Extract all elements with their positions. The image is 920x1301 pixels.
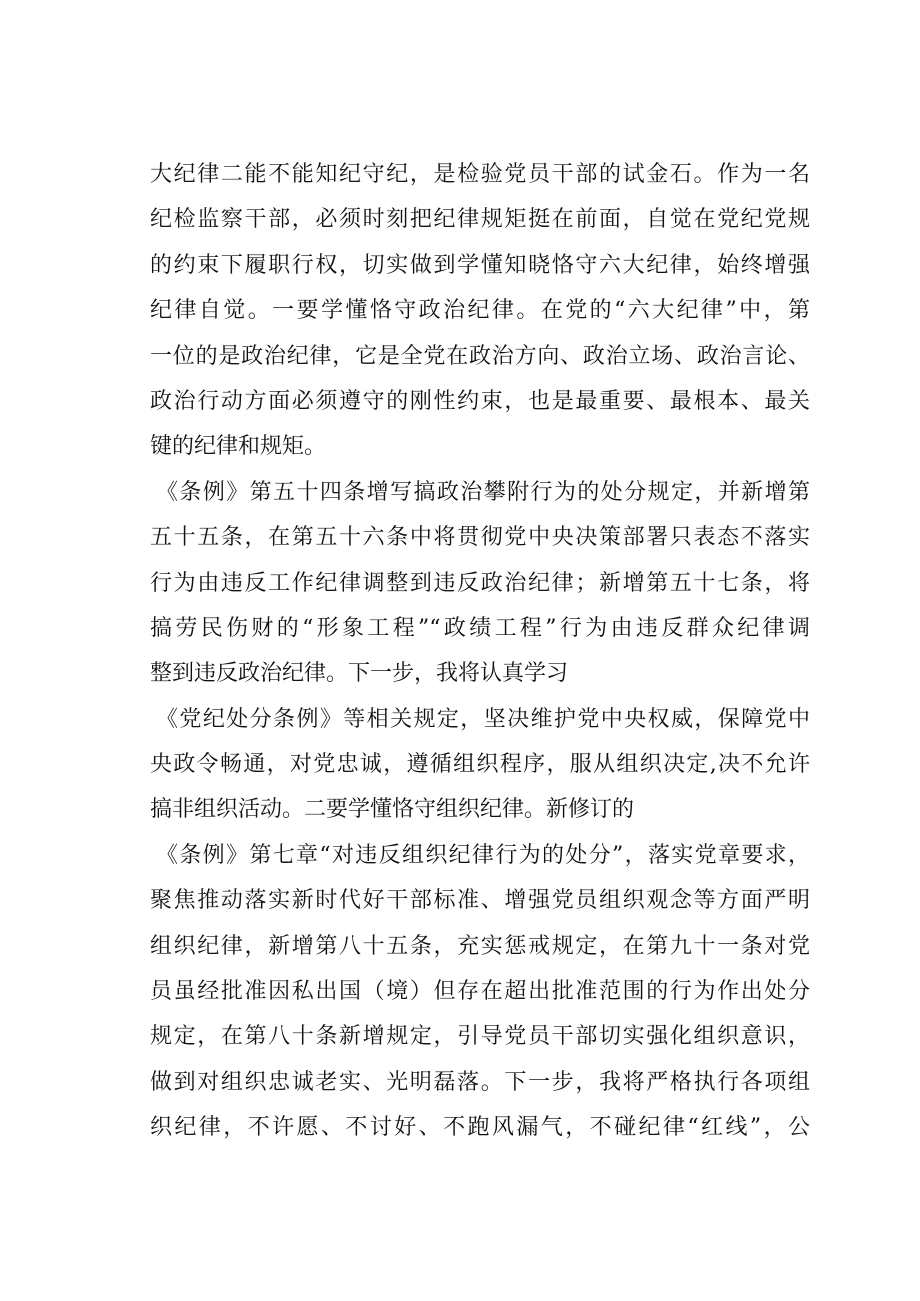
- text-line: 《党纪处分条例》等相关规定，坚决维护党中央权威，保障党中: [156, 706, 810, 732]
- text-line: 做到对组织忠诚老实、光明磊落。下一步，我将严格执行各项组: [150, 1069, 810, 1095]
- text-line: 行为由违反工作纪律调整到违反政治纪律；新增第五十七条，将: [150, 570, 810, 596]
- text-line: 央政令畅通，对党忠诚，遵循组织程序，服从组织决定,决不允许: [150, 752, 810, 778]
- text-line: 一位的是政治纪律，它是全党在政治方向、政治立场、政治言论、: [150, 343, 810, 369]
- text-line: 《条例》第七章“对违反组织纪律行为的处分”，落实党章要求，: [156, 842, 810, 868]
- text-line: 键的纪律和规矩。: [150, 434, 327, 460]
- text-line: 《条例》第五十四条增写搞政治攀附行为的处分规定，并新增第: [156, 479, 810, 505]
- text-line: 五十五条，在第五十六条中将贯彻党中央决策部署只表态不落实: [150, 525, 810, 551]
- text-line: 大纪律二能不能知纪守纪，是检验党员干部的试金石。作为一名: [150, 162, 810, 187]
- text-line: 搞非组织活动。二要学懂恪守组织纪律。新修订的: [150, 797, 635, 823]
- text-line: 整到违反政治纪律。下一步，我将认真学习: [150, 661, 569, 687]
- text-line: 的约束下履职行权，切实做到学懂知晓恪守六大纪律，始终增强: [150, 252, 810, 278]
- text-line: 规定，在第八十条新增规定，引导党员干部切实强化组织意识，: [150, 1024, 810, 1050]
- text-line: 员虽经批准因私出国（境）但存在超出批准范围的行为作出处分: [150, 979, 810, 1005]
- document-body: [150, 152, 810, 1151]
- text-line: 聚焦推动落实新时代好干部标准、增强党员组织观念等方面严明: [150, 888, 810, 914]
- text-line: 纪律自觉。一要学懂恪守政治纪律。在党的“六大纪律”中，第: [150, 298, 810, 324]
- text-line: 织纪律，不许愿、不讨好、不跑风漏气，不碰纪律“红线”，公: [150, 1115, 810, 1141]
- text-line: 纪检监察干部，必须时刻把纪律规矩挺在前面，自觉在党纪党规: [150, 207, 810, 233]
- text-line: 搞劳民伤财的“形象工程”“政绩工程”行为由违反群众纪律调: [150, 615, 810, 641]
- text-line: 政治行动方面必须遵守的刚性约束，也是最重要、最根本、最关: [150, 388, 810, 414]
- text-line: 组织纪律，新增第八十五条，充实惩戒规定，在第九十一条对党: [150, 933, 810, 959]
